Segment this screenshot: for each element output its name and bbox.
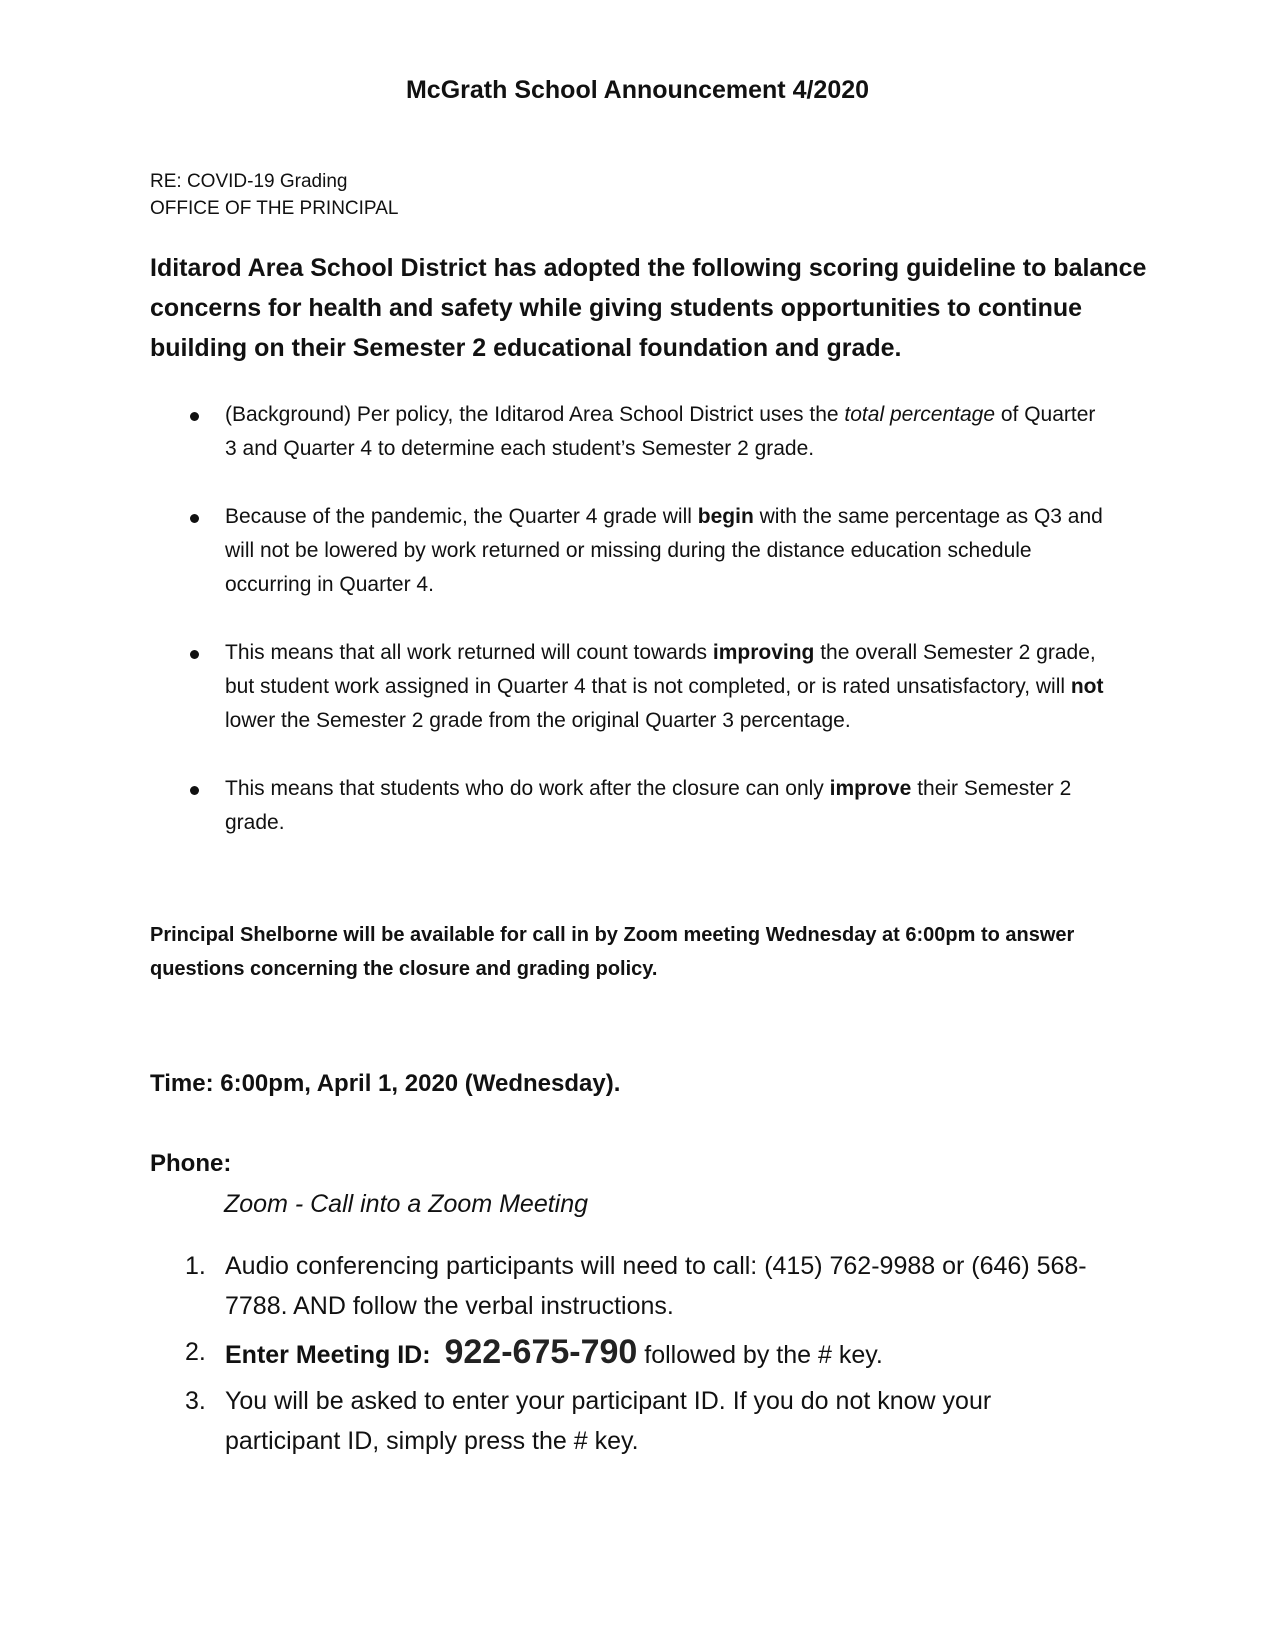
list-item <box>150 772 1110 840</box>
bullet-text: of Quarter 3 and Quarter 4 to determine each student’s Semester 2 grade. <box>225 403 1096 460</box>
bullet-emphasis: begin <box>697 505 754 528</box>
step-number: 1. <box>185 1252 206 1280</box>
call-steps-list <box>150 1246 1110 1467</box>
zoom-subtitle: Zoom - Call into a Zoom Meeting <box>224 1190 589 1218</box>
list-item <box>150 636 1110 738</box>
bullet-text: with the same percentage as Q3 and will not be lowered by work returned or missing during the distance education schedule occurring in Quarter 4. <box>225 505 1103 596</box>
bullet-text: Because of the pandemic, the Quarter 4 grade will <box>225 505 698 528</box>
bullet-icon <box>190 786 199 795</box>
meeting-time: Time: 6:00pm, April 1, 2020 (Wednesday). <box>150 1070 621 1097</box>
bullet-text: This means that all work returned will count towards <box>225 641 713 664</box>
bullet-text: This means that students who do work after the closure can only <box>225 777 830 800</box>
office-line: OFFICE OF THE PRINCIPAL <box>150 198 399 219</box>
bullet-emphasis: improve <box>829 777 912 800</box>
step-text: Audio conferencing participants will need to call: (415) 762-9988 or (646) 568-7788. AND follow the verbal instructions. <box>225 1252 1087 1320</box>
bullet-text: (Background) Per policy, the Iditarod Area School District uses the <box>225 403 845 426</box>
intro-paragraph: Iditarod Area School District has adopted the following scoring guideline to balance concerns for health and safety while giving students opportunities to continue building on their Semester 2 educational foundation and grade. <box>150 254 1147 362</box>
bullet-emphasis: improving <box>712 641 815 664</box>
list-item <box>150 398 1110 466</box>
phone-heading: Phone: <box>150 1150 232 1177</box>
bullet-text: the overall Semester 2 grade, but student work assigned in Quarter 4 that is not completed, or is rated unsatisfactory, will <box>225 641 1096 698</box>
step-text: followed by the # key. <box>637 1341 883 1369</box>
list-item <box>150 1332 1110 1375</box>
bullet-emphasis: total percentage <box>844 403 996 426</box>
meeting-id-value: 922-675-790 <box>444 1333 638 1371</box>
meeting-id-label: Enter Meeting ID: <box>225 1341 431 1369</box>
principal-note: Principal Shelborne will be available for call in by Zoom meeting Wednesday at 6:00pm to answer questions concerning the closure and grading policy. <box>150 924 1075 980</box>
step-number: 3. <box>185 1387 206 1415</box>
re-line: RE: COVID-19 Grading <box>150 171 348 192</box>
step-text: You will be asked to enter your participant ID. If you do not know your participant ID, simply press the # key. <box>225 1387 992 1455</box>
step-number: 2. <box>185 1338 206 1366</box>
bullet-icon <box>190 412 199 421</box>
bullet-icon <box>190 650 199 659</box>
policy-bullet-list <box>150 398 1110 874</box>
list-item <box>150 1381 1110 1461</box>
bullet-icon <box>190 514 199 523</box>
bullet-text: lower the Semester 2 grade from the original Quarter 3 percentage. <box>225 709 851 732</box>
list-item <box>150 1246 1110 1326</box>
list-item <box>150 500 1110 602</box>
bullet-text: their Semester 2 grade. <box>225 777 1072 834</box>
memo-header <box>150 168 398 222</box>
bullet-emphasis: not <box>1070 675 1104 698</box>
document-title: McGrath School Announcement 4/2020 <box>405 76 870 104</box>
